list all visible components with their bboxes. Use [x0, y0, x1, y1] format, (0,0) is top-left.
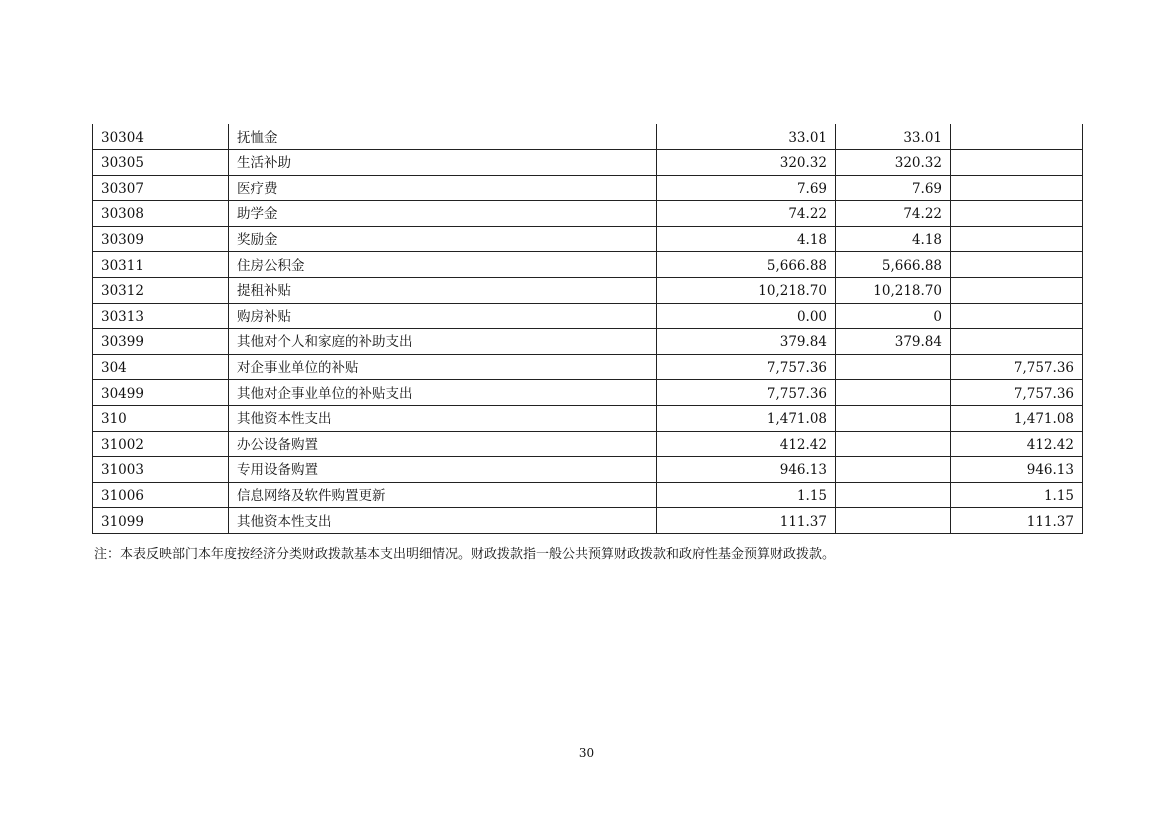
cell-name: 助学金 [229, 201, 657, 227]
cell-code: 31099 [93, 508, 229, 534]
cell-code: 30399 [93, 329, 229, 355]
page-number: 30 [578, 746, 595, 760]
cell-basic [836, 431, 951, 457]
cell-name: 其他资本性支出 [229, 406, 657, 432]
cell-name: 医疗费 [229, 175, 657, 201]
cell-basic: 74.22 [836, 201, 951, 227]
cell-code: 30499 [93, 380, 229, 406]
cell-name: 信息网络及软件购置更新 [229, 482, 657, 508]
cell-project: 7,757.36 [951, 380, 1083, 406]
expenditure-table-container [92, 124, 1082, 534]
cell-total: 320.32 [657, 150, 836, 176]
cell-name: 抚恤金 [229, 124, 657, 150]
cell-total: 111.37 [657, 508, 836, 534]
cell-project [951, 329, 1083, 355]
cell-total: 412.42 [657, 431, 836, 457]
cell-project [951, 303, 1083, 329]
cell-code: 30304 [93, 124, 229, 150]
cell-total: 33.01 [657, 124, 836, 150]
table-row [93, 431, 1083, 457]
table-row [93, 482, 1083, 508]
table-row [93, 457, 1083, 483]
cell-total: 5,666.88 [657, 252, 836, 278]
cell-basic [836, 354, 951, 380]
cell-name: 住房公积金 [229, 252, 657, 278]
cell-basic: 320.32 [836, 150, 951, 176]
cell-project [951, 278, 1083, 304]
cell-total: 74.22 [657, 201, 836, 227]
table-row [93, 329, 1083, 355]
table-row [93, 354, 1083, 380]
cell-project: 1,471.08 [951, 406, 1083, 432]
cell-code: 304 [93, 354, 229, 380]
cell-name: 对企事业单位的补贴 [229, 354, 657, 380]
table-row [93, 150, 1083, 176]
cell-name: 其他资本性支出 [229, 508, 657, 534]
cell-name: 奖励金 [229, 226, 657, 252]
cell-code: 31003 [93, 457, 229, 483]
cell-basic: 7.69 [836, 175, 951, 201]
cell-project: 7,757.36 [951, 354, 1083, 380]
cell-code: 30307 [93, 175, 229, 201]
cell-project: 1.15 [951, 482, 1083, 508]
cell-total: 0.00 [657, 303, 836, 329]
cell-code: 30309 [93, 226, 229, 252]
cell-total: 1.15 [657, 482, 836, 508]
cell-project: 946.13 [951, 457, 1083, 483]
cell-total: 4.18 [657, 226, 836, 252]
table-row [93, 278, 1083, 304]
cell-name: 专用设备购置 [229, 457, 657, 483]
cell-name: 提租补贴 [229, 278, 657, 304]
cell-total: 379.84 [657, 329, 836, 355]
cell-code: 310 [93, 406, 229, 432]
cell-project: 412.42 [951, 431, 1083, 457]
cell-code: 30312 [93, 278, 229, 304]
cell-code: 30305 [93, 150, 229, 176]
expenditure-table [92, 124, 1083, 534]
table-row [93, 508, 1083, 534]
cell-name: 生活补助 [229, 150, 657, 176]
cell-total: 7,757.36 [657, 380, 836, 406]
cell-basic: 5,666.88 [836, 252, 951, 278]
table-row [93, 380, 1083, 406]
cell-project [951, 226, 1083, 252]
cell-code: 30313 [93, 303, 229, 329]
cell-basic [836, 406, 951, 432]
cell-basic: 33.01 [836, 124, 951, 150]
cell-basic [836, 508, 951, 534]
cell-basic [836, 457, 951, 483]
cell-basic: 10,218.70 [836, 278, 951, 304]
cell-name: 其他对个人和家庭的补助支出 [229, 329, 657, 355]
cell-name: 购房补贴 [229, 303, 657, 329]
table-row [93, 252, 1083, 278]
cell-project [951, 252, 1083, 278]
cell-basic: 0 [836, 303, 951, 329]
cell-project [951, 201, 1083, 227]
cell-code: 30308 [93, 201, 229, 227]
table-row [93, 175, 1083, 201]
table-footnote: 注：本表反映部门本年度按经济分类财政拨款基本支出明细情况。财政拨款指一般公共预算财政拨款和政府性基金预算财政拨款。 [94, 547, 836, 562]
cell-total: 7.69 [657, 175, 836, 201]
table-row [93, 303, 1083, 329]
cell-total: 946.13 [657, 457, 836, 483]
table-row [93, 124, 1083, 150]
cell-project [951, 175, 1083, 201]
cell-basic [836, 380, 951, 406]
cell-total: 10,218.70 [657, 278, 836, 304]
cell-project: 111.37 [951, 508, 1083, 534]
cell-project [951, 150, 1083, 176]
cell-basic [836, 482, 951, 508]
cell-basic: 379.84 [836, 329, 951, 355]
cell-basic: 4.18 [836, 226, 951, 252]
cell-code: 31002 [93, 431, 229, 457]
cell-total: 7,757.36 [657, 354, 836, 380]
cell-total: 1,471.08 [657, 406, 836, 432]
cell-code: 30311 [93, 252, 229, 278]
table-row [93, 201, 1083, 227]
cell-name: 办公设备购置 [229, 431, 657, 457]
expenditure-table-body [93, 124, 1083, 534]
cell-name: 其他对企事业单位的补贴支出 [229, 380, 657, 406]
table-row [93, 226, 1083, 252]
cell-code: 31006 [93, 482, 229, 508]
cell-project [951, 124, 1083, 150]
table-row [93, 406, 1083, 432]
